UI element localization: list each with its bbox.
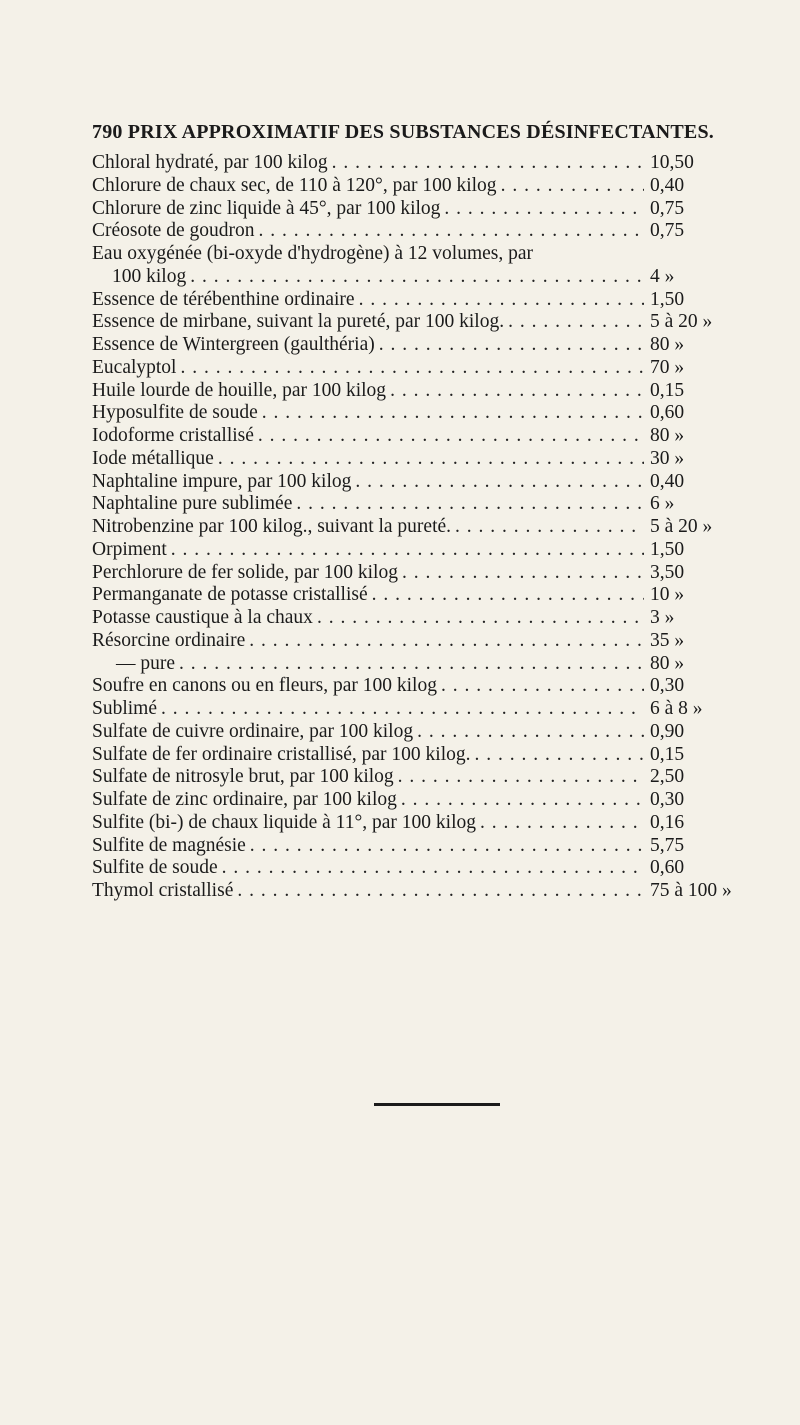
list-item	[92, 857, 742, 880]
substance-price: 30 »	[650, 447, 685, 469]
list-item	[92, 402, 742, 425]
substance-price: 0,75	[650, 220, 685, 242]
dot-leader	[379, 334, 644, 357]
substance-price: 0,60	[650, 857, 685, 879]
dot-leader	[179, 653, 644, 676]
list-item	[92, 425, 742, 448]
dot-leader	[359, 289, 644, 312]
list-item	[92, 630, 742, 653]
dot-leader	[218, 448, 644, 471]
dot-leader	[171, 539, 644, 562]
substance-name: Essence de térébenthine ordinaire	[92, 288, 355, 310]
substance-price: 0,15	[650, 379, 685, 401]
list-item	[92, 653, 742, 676]
dot-leader	[480, 812, 644, 835]
substance-name: Permanganate de potasse cristallisé	[92, 584, 368, 606]
list-item	[92, 607, 742, 630]
list-item	[92, 311, 742, 334]
substance-price: 3 »	[650, 607, 675, 628]
list-item	[92, 493, 742, 516]
dot-leader	[402, 562, 644, 585]
dot-leader	[332, 152, 644, 175]
substance-price: 6 »	[650, 493, 675, 515]
substance-price: 10,50	[650, 152, 694, 173]
substance-price: 35 »	[650, 629, 685, 651]
list-item	[92, 584, 742, 607]
substance-name: Sulfate de zinc ordinaire, par 100 kilog	[92, 789, 397, 810]
substance-price: 0,16	[650, 811, 685, 833]
substance-name-ditto: — pure	[116, 652, 176, 674]
end-rule	[374, 1103, 500, 1106]
substance-price: 0,40	[650, 174, 685, 196]
dot-leader	[417, 721, 644, 744]
substance-name: Perchlorure de fer solide, par 100 kilog	[92, 561, 398, 583]
substance-name: Essence de mirbane, suivant la pureté, par 100 kilog.	[92, 311, 505, 333]
dot-leader	[222, 857, 644, 880]
substance-price: 1,50	[650, 288, 685, 310]
substance-name: Iode métallique	[92, 447, 214, 469]
substance-name: Essence de Wintergreen (gaulthéria)	[92, 334, 375, 355]
substance-name: Créosote de goudron	[92, 220, 255, 242]
substance-name: Sulfite (bi-) de chaux liquide à 11°, par 100 kilog	[92, 811, 476, 833]
substance-price: 3,50	[650, 561, 685, 583]
dot-leader	[161, 698, 644, 721]
dot-leader	[398, 766, 644, 789]
substance-name: Thymol cristallisé	[92, 880, 234, 901]
list-item	[92, 812, 742, 835]
list-item	[92, 744, 742, 767]
dot-leader	[355, 471, 644, 494]
substance-price: 0,40	[650, 470, 685, 492]
substance-price: 0,30	[650, 789, 685, 810]
substance-name: Naphtaline pure sublimée	[92, 493, 293, 515]
substance-price: 2,50	[650, 766, 685, 788]
substance-price: 5 à 20 »	[650, 311, 713, 333]
list-item	[92, 357, 742, 380]
dot-leader	[190, 266, 644, 289]
list-item	[92, 835, 742, 858]
substance-name: Sulfite de soude	[92, 857, 218, 879]
dot-leader	[501, 175, 644, 198]
list-item	[92, 243, 742, 266]
substance-name: Résorcine ordinaire	[92, 629, 246, 651]
substance-name: Chlorure de chaux sec, de 110 à 120°, par 100 kilog	[92, 174, 497, 196]
substance-name: Chloral hydraté, par 100 kilog	[92, 152, 328, 173]
dot-leader	[180, 357, 644, 380]
dot-leader	[296, 493, 644, 516]
dot-leader	[250, 835, 644, 858]
list-item	[92, 220, 742, 243]
substance-price: 80 »	[650, 334, 685, 355]
substance-name: Orpiment	[92, 538, 167, 560]
dot-leader	[258, 220, 644, 243]
substance-price: 0,30	[650, 675, 685, 697]
dot-leader	[258, 425, 644, 448]
substance-name: Sulfate de cuivre ordinaire, par 100 kilog	[92, 720, 414, 742]
substance-name: Sublimé	[92, 698, 158, 719]
list-item	[92, 539, 742, 562]
substance-price: 0,15	[650, 743, 685, 765]
substance-name: Sulfate de fer ordinaire cristallisé, par 100 kilog.	[92, 743, 471, 765]
substance-price: 75 à 100 »	[650, 880, 732, 901]
substance-price: 80 »	[650, 425, 685, 446]
dot-leader	[317, 607, 644, 630]
substance-price: 0,90	[650, 720, 685, 742]
substance-price: 6 à 8 »	[650, 698, 703, 719]
list-item	[92, 766, 742, 789]
list-item	[92, 334, 742, 357]
dot-leader	[475, 744, 645, 767]
dot-leader	[508, 311, 644, 334]
substance-price: 4 »	[650, 265, 675, 287]
substance-price: 1,50	[650, 538, 685, 560]
substance-price: 80 »	[650, 652, 685, 674]
substance-name: Hyposulfite de soude	[92, 402, 258, 424]
price-list	[92, 152, 742, 903]
list-item	[92, 152, 742, 175]
substance-name: Potasse caustique à la chaux	[92, 607, 313, 628]
list-item	[92, 562, 742, 585]
substance-name: Huile lourde de houille, par 100 kilog	[92, 379, 387, 401]
list-item	[92, 721, 742, 744]
list-item	[92, 789, 742, 812]
dot-leader	[441, 675, 644, 698]
dot-leader	[390, 380, 644, 403]
substance-price: 5 à 20 »	[650, 516, 713, 537]
substance-price: 10 »	[650, 584, 685, 606]
substance-name: Chlorure de zinc liquide à 45°, par 100 kilog	[92, 197, 441, 219]
dot-leader	[444, 198, 644, 221]
dot-leader	[455, 516, 644, 539]
dot-leader	[401, 789, 644, 812]
substance-price: 0,75	[650, 197, 685, 219]
substance-name: Eau oxygénée (bi-oxyde d'hydrogène) à 12 volumes, par	[92, 243, 534, 264]
substance-name: Iodoforme cristallisé	[92, 425, 254, 446]
list-item	[92, 289, 742, 312]
dot-leader	[372, 584, 644, 607]
substance-name: Sulfate de nitrosyle brut, par 100 kilog	[92, 766, 394, 788]
substance-name: Soufre en canons ou en fleurs, par 100 kilog	[92, 675, 437, 697]
substance-name: Sulfite de magnésie	[92, 834, 246, 856]
substance-name-continued: 100 kilog	[112, 265, 187, 287]
substance-price: 0,60	[650, 402, 685, 424]
page-header: 790 PRIX APPROXIMATIF DES SUBSTANCES DÉSINFECTANTES.	[92, 121, 714, 143]
substance-name: Nitrobenzine par 100 kilog., suivant la pureté.	[92, 516, 452, 537]
substance-name: Naphtaline impure, par 100 kilog	[92, 470, 352, 492]
list-item	[92, 175, 742, 198]
list-item	[92, 880, 742, 903]
list-item	[92, 198, 742, 221]
dot-leader	[237, 880, 644, 903]
dot-leader	[249, 630, 644, 653]
list-item	[92, 266, 742, 289]
substance-price: 70 »	[650, 356, 685, 378]
list-item	[92, 448, 742, 471]
dot-leader	[262, 402, 644, 425]
list-item	[92, 471, 742, 494]
substance-price: 5,75	[650, 834, 685, 856]
list-item	[92, 380, 742, 403]
list-item	[92, 516, 742, 539]
list-item	[92, 675, 742, 698]
list-item	[92, 698, 742, 721]
substance-name: Eucalyptol	[92, 356, 177, 378]
